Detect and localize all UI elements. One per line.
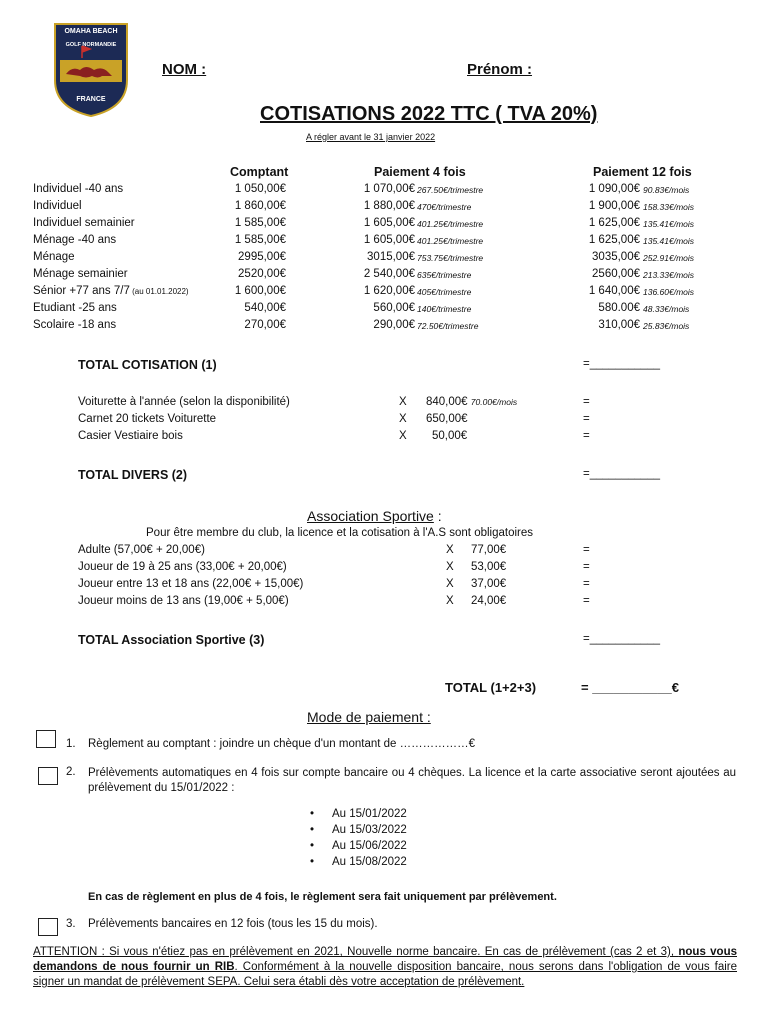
attention-paragraph: ATTENTION : Si vous n'étiez pas en prélèvement en 2021, Nouvelle norme bancaire. En cas de prélèvement (cas 2 et 3), nous vous demandons de nous fournir un RIB. Conformément à la nouvelle disposition bancaire, nous serons dans l'obligation de vous faire signer un mandat de prélèvement SEPA. Celui sera établi dès votre acceptation de prélèvement. — [33, 946, 738, 988]
paiement-title: Mode de paiement : — [307, 709, 431, 725]
tarif-row-12fois: 310,00€ — [598, 319, 640, 331]
nom-label: NOM : — [162, 61, 207, 78]
tarif-row-4fois-detail: 470€/trimestre — [417, 202, 472, 212]
tarif-row-comptant: 270,00€ — [244, 319, 286, 331]
club-logo — [52, 22, 130, 118]
as-row-eq[interactable]: = — [583, 561, 590, 573]
tarif-row-4fois: 1 620,00€ — [363, 285, 415, 297]
tarif-row-12fois: 580.00€ — [598, 302, 640, 314]
as-row-eq[interactable]: = — [583, 595, 590, 607]
tarif-row-comptant: 2995,00€ — [238, 251, 286, 263]
divers-x: X — [399, 430, 407, 442]
as-row-eq[interactable]: = — [583, 578, 590, 590]
date-item: • Au 15/06/2022 — [332, 840, 407, 852]
tarif-row-comptant: 1 600,00€ — [234, 285, 286, 297]
divers-price: 650,00€ — [426, 413, 468, 425]
tarif-row-12fois-detail: 135.41€/mois — [643, 219, 695, 229]
logo-line1: OMAHA BEACH — [64, 28, 118, 35]
page-subtitle: A régler avant le 31 janvier 2022 — [306, 132, 436, 142]
col-paiement-12: Paiement 12 fois — [593, 165, 692, 179]
option2-number: 2. — [66, 766, 76, 778]
tarif-row-4fois: 2 540,00€ — [363, 268, 415, 280]
as-row-price: 77,00€ — [471, 544, 507, 556]
total-cotisation-line[interactable]: =___________ — [583, 358, 661, 370]
divers-price: 840,00€ 70.00€/mois — [426, 396, 518, 408]
option3-text: Prélèvements bancaires en 12 fois (tous les 15 du mois). — [88, 918, 378, 930]
tarif-row-label: Scolaire -18 ans — [33, 319, 117, 331]
tarif-row-4fois: 290,00€ — [373, 319, 415, 331]
option3-checkbox[interactable] — [38, 918, 58, 936]
divers-x: X — [399, 396, 407, 408]
divers-eq[interactable]: = — [583, 413, 590, 425]
as-row-x: X — [446, 544, 454, 556]
divers-eq[interactable]: = — [583, 430, 590, 442]
grand-total-line[interactable]: = ___________€ — [581, 680, 679, 695]
divers-x: X — [399, 413, 407, 425]
page-title: COTISATIONS 2022 TTC ( TVA 20%) — [260, 103, 598, 125]
tarif-row-comptant: 2520,00€ — [238, 268, 286, 280]
date-item: • Au 15/03/2022 — [332, 824, 407, 836]
divers-label: Casier Vestiaire bois — [78, 430, 183, 442]
as-row-x: X — [446, 578, 454, 590]
tarif-row-12fois-detail: 213.33€/mois — [643, 270, 695, 280]
tarif-row-label: Etudiant -25 ans — [33, 302, 117, 314]
tarif-row-4fois-detail: 405€/trimestre — [417, 287, 472, 297]
tarif-row-12fois: 2560,00€ — [592, 268, 640, 280]
tarif-row-comptant: 1 585,00€ — [234, 234, 286, 246]
tarif-row-12fois: 1 640,00€ — [588, 285, 640, 297]
as-row-x: X — [446, 595, 454, 607]
as-row-label: Adulte (57,00€ + 20,00€) — [78, 544, 205, 556]
as-row-price: 37,00€ — [471, 578, 507, 590]
tarif-row-12fois-detail: 25.83€/mois — [643, 321, 690, 331]
col-paiement-4: Paiement 4 fois — [374, 165, 466, 179]
option1-number: 1. — [66, 738, 76, 750]
tarif-row-4fois: 1 605,00€ — [363, 234, 415, 246]
tarif-row-12fois: 1 625,00€ — [588, 234, 640, 246]
as-row-label: Joueur de 19 à 25 ans (33,00€ + 20,00€) — [78, 561, 287, 573]
tarif-row-12fois: 1 900,00€ — [588, 200, 640, 212]
as-row-label: Joueur entre 13 et 18 ans (22,00€ + 15,00€) — [78, 578, 304, 590]
tarif-row-label: Sénior +77 ans 7/7 (au 01.01.2022) — [33, 285, 189, 297]
date-item: • Au 15/08/2022 — [332, 856, 407, 868]
divers-eq[interactable]: = — [583, 396, 590, 408]
total-as-label: TOTAL Association Sportive (3) — [78, 633, 265, 647]
tarif-row-4fois-detail: 635€/trimestre — [417, 270, 472, 280]
option1-checkbox[interactable] — [36, 730, 56, 748]
divers-label: Carnet 20 tickets Voiturette — [78, 413, 217, 425]
tarif-row-12fois-detail: 135.41€/mois — [643, 236, 695, 246]
tarif-row-4fois-detail: 401.25€/trimestre — [417, 219, 484, 229]
tarif-row-label: Individuel semainier — [33, 217, 135, 229]
tarif-row-12fois-detail: 252.91€/mois — [643, 253, 695, 263]
prenom-label: Prénom : — [467, 61, 533, 78]
option1-text: Règlement au comptant : joindre un chèque d'un montant de ………………€ — [88, 738, 476, 750]
tarif-row-comptant: 1 050,00€ — [234, 183, 286, 195]
logo-line2: GOLF NORMANDIE — [65, 42, 117, 48]
total-divers-label: TOTAL DIVERS (2) — [78, 468, 188, 482]
option2-text: Prélèvements automatiques en 4 fois sur compte bancaire ou 4 chèques. La licence et la carte associative seront ajoutées au prélèvement du 15/01/2022 : — [88, 767, 736, 794]
prelevement-note: En cas de règlement en plus de 4 fois, le règlement sera fait uniquement par prélèvement. — [88, 891, 557, 903]
grand-total-label: TOTAL (1+2+3) — [445, 680, 537, 695]
club-shield-icon — [52, 22, 130, 118]
tarif-row-label: Individuel -40 ans — [33, 183, 124, 195]
tarif-row-label: Individuel — [33, 200, 82, 212]
as-row-label: Joueur moins de 13 ans (19,00€ + 5,00€) — [78, 595, 289, 607]
as-row-eq[interactable]: = — [583, 544, 590, 556]
as-row-price: 24,00€ — [471, 595, 507, 607]
tarif-row-4fois-detail: 753.75€/trimestre — [417, 253, 484, 263]
tarif-row-12fois-detail: 136.60€/mois — [643, 287, 695, 297]
tarif-row-4fois-detail: 72.50€/trimestre — [417, 321, 479, 331]
tarif-row-4fois: 3015,00€ — [367, 251, 415, 263]
tarif-row-12fois-detail: 48.33€/mois — [643, 304, 690, 314]
tarif-row-comptant: 540,00€ — [244, 302, 286, 314]
total-cotisation-label: TOTAL COTISATION (1) — [78, 358, 217, 372]
tarif-row-label: Ménage semainier — [33, 268, 128, 280]
tarif-row-4fois-detail: 401.25€/trimestre — [417, 236, 484, 246]
tarif-row-12fois-detail: 158.33€/mois — [643, 202, 695, 212]
tarif-row-12fois-detail: 90.83€/mois — [643, 185, 690, 195]
tarif-row-4fois-detail: 267.50€/trimestre — [417, 185, 484, 195]
as-title: Association Sportive : — [307, 508, 442, 524]
tarif-row-4fois: 560,00€ — [373, 302, 415, 314]
option3-number: 3. — [66, 918, 76, 930]
date-item: • Au 15/01/2022 — [332, 808, 407, 820]
option2-checkbox[interactable] — [38, 767, 58, 785]
tarif-row-4fois: 1 070,00€ — [363, 183, 415, 195]
tarif-row-4fois-detail: 140€/trimestre — [417, 304, 472, 314]
as-row-x: X — [446, 561, 454, 573]
tarif-row-comptant: 1 860,00€ — [234, 200, 286, 212]
tarif-row-4fois: 1 605,00€ — [363, 217, 415, 229]
tarif-row-12fois: 1 625,00€ — [588, 217, 640, 229]
tarif-row-label: Ménage — [33, 251, 75, 263]
divers-label: Voiturette à l'année (selon la disponibilité) — [78, 396, 290, 408]
total-divers-line[interactable]: =___________ — [583, 468, 661, 480]
tarif-row-label: Ménage -40 ans — [33, 234, 117, 246]
tarif-row-4fois: 1 880,00€ — [363, 200, 415, 212]
tarif-row-12fois: 1 090,00€ — [588, 183, 640, 195]
logo-line3: FRANCE — [76, 96, 106, 103]
as-row-price: 53,00€ — [471, 561, 507, 573]
as-intro: Pour être membre du club, la licence et la cotisation à l'A.S sont obligatoires — [146, 527, 534, 539]
divers-price: 50,00€ — [432, 430, 468, 442]
col-comptant: Comptant — [230, 165, 289, 179]
total-as-line[interactable]: =___________ — [583, 633, 661, 645]
tarif-row-comptant: 1 585,00€ — [234, 217, 286, 229]
tarif-row-12fois: 3035,00€ — [592, 251, 640, 263]
